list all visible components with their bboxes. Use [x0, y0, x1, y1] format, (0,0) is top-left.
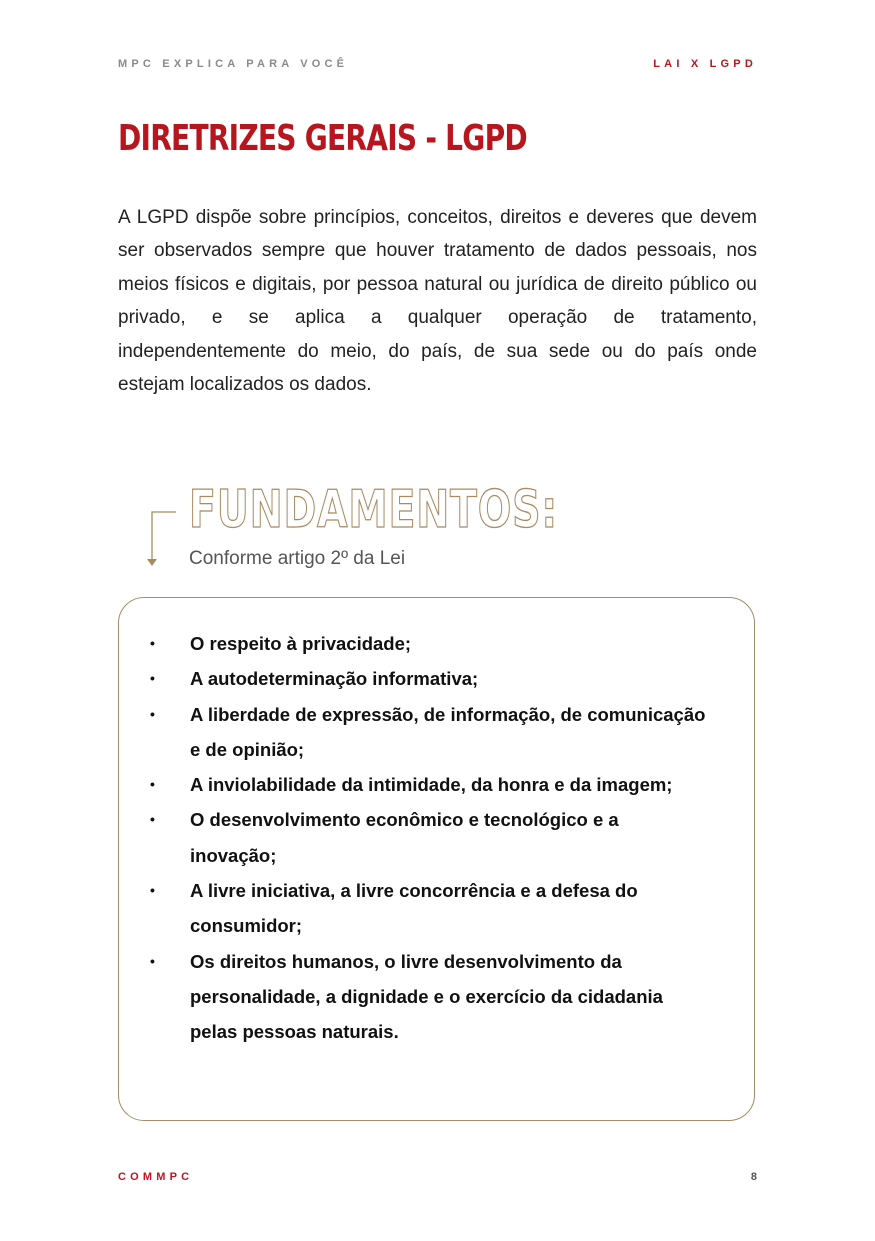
intro-paragraph: A LGPD dispõe sobre princípios, conceitos, direitos e deveres que devem ser observados sempre que houver tratamento de dados pessoais, nos meios físicos e digitais, por pessoa natural ou jurídica de direito público ou privado, e se aplica a qualquer operação de tratamento, independentemente do meio, do país, de sua sede ou do país onde estejam localizados os dados. [118, 207, 757, 396]
bullet: • [150, 635, 155, 651]
fundamentos-title: FUNDAMENTOS: [189, 480, 558, 540]
bullet: • [150, 670, 155, 687]
list-item: • A inviolabilidade da intimidade, da honra e da imagem; [150, 767, 710, 802]
list-item: • A liberdade de expressão, de informação, de comunicação e de opinião; [150, 697, 710, 768]
footer-left: COMMPC [118, 1171, 194, 1183]
list-item: • O respeito à privacidade; [150, 626, 710, 661]
bullet: • [150, 811, 155, 828]
fundamentos-list [150, 626, 710, 1050]
page-title: DIRETRIZES GERAIS - LGPD [118, 118, 527, 159]
header-left: MPC EXPLICA PARA VOCÊ [118, 58, 349, 70]
list-item: • O desenvolvimento econômico e tecnológico e a inovação; [150, 802, 710, 873]
list-item: • A autodeterminação informativa; [150, 661, 710, 696]
list-item: • Os direitos humanos, o livre desenvolvimento da personalidade, a dignidade e o exercício da cidadania pelas pessoas naturais. [150, 944, 710, 1050]
bullet: • [150, 882, 155, 899]
header-right: LAI X LGPD [653, 58, 757, 70]
bullet: • [150, 776, 155, 793]
page-number: 8 [750, 1171, 757, 1183]
fundamentos-subtitle: Conforme artigo 2º da Lei [189, 548, 406, 569]
corner-arrow-icon [146, 510, 176, 568]
bullet: • [150, 952, 155, 969]
bullet: • [150, 705, 155, 722]
list-item: • A livre iniciativa, a livre concorrência e a defesa do consumidor; [150, 873, 710, 944]
